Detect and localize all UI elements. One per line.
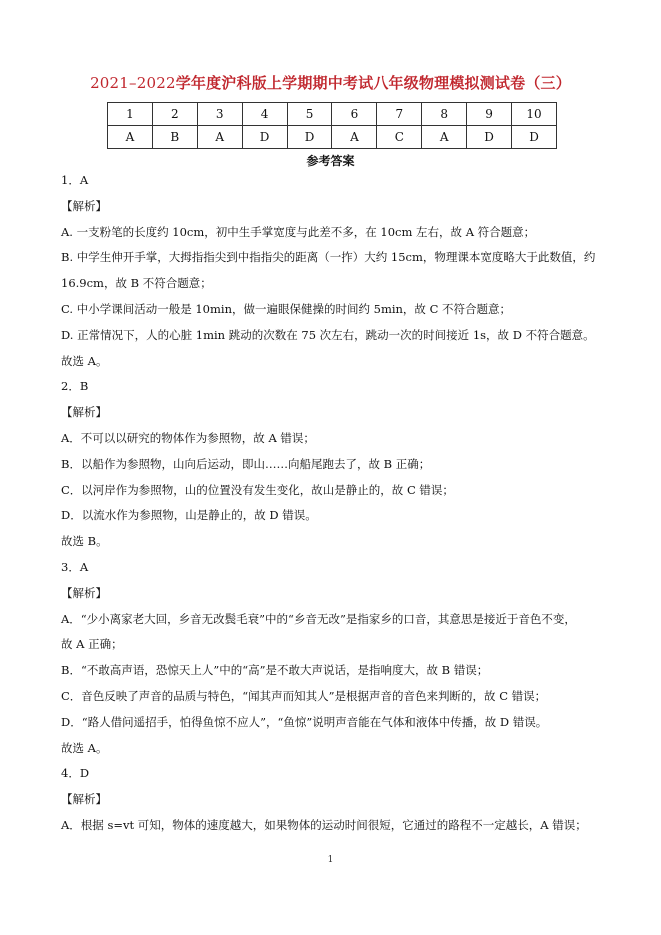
text-line: A. 一支粉笔的长度约 10cm，初中生手掌宽度与此差不多，在 10cm 左右，故 A 符合题意；	[61, 224, 536, 239]
solution-body	[61, 168, 606, 839]
answer-table-answer-row	[108, 126, 557, 149]
answer-cell: C	[377, 126, 422, 149]
title-main: 学年度沪科版上学期期中考试八年级物理模拟测试卷（三）	[175, 74, 571, 92]
answer-table-number-row	[108, 103, 557, 126]
text-line: A．根据 s=vt 可知，物体的速度越大，如果物体的运动时间很短，它通过的路程不一定越长，A 错误；	[61, 817, 587, 832]
text-line: 故选 A。	[61, 740, 108, 755]
text-line: 4．D	[61, 766, 90, 781]
answer-cell: B	[152, 126, 197, 149]
text-line: A．“少小离家老大回，乡音无改鬓毛衰”中的“乡音无改”是指家乡的口音，其意思是接近于音色不变，	[61, 611, 576, 626]
answer-cell: A	[332, 126, 377, 149]
text-line: D．以流水作为参照物，山是静止的，故 D 错误。	[61, 508, 317, 523]
document-title	[0, 72, 661, 93]
text-line: B. 中学生伸开手掌，大拇指指尖到中指指尖的距离（一拃）大约 15cm，物理课本宽度略大于此数值，约 16.9cm，故 B 不符合题意；	[61, 250, 596, 291]
text-line: C. 中小学课间活动一般是 10min，做一遍眼保健操的时间约 5min，故 C 不符合题意；	[61, 301, 512, 316]
text-line: 【解析】	[61, 405, 107, 420]
text-line: 故选 B。	[61, 534, 108, 549]
answer-cell: D	[287, 126, 332, 149]
text-line: C．音色反映了声音的品质与特色，“闻其声而知其人”是根据声音的音色来判断的，故 C 错误；	[61, 688, 547, 703]
question-number: 3	[197, 103, 242, 126]
question-number: 4	[242, 103, 287, 126]
answer-cell: D	[467, 126, 512, 149]
answer-cell: A	[108, 126, 153, 149]
question-number: 10	[512, 103, 557, 126]
text-line: C．以河岸作为参照物，山的位置没有发生变化，故山是静止的，故 C 错误；	[61, 482, 454, 497]
text-line: 2．B	[61, 379, 89, 394]
section-title: 参考答案	[306, 154, 355, 168]
question-number: 5	[287, 103, 332, 126]
question-number: 6	[332, 103, 377, 126]
answer-cell: A	[197, 126, 242, 149]
text-line: 故 A 正确；	[61, 637, 123, 652]
text-line: 【解析】	[61, 585, 107, 600]
page-number: 1	[327, 855, 334, 865]
text-line: 故选 A。	[61, 353, 108, 368]
answer-table	[107, 102, 557, 149]
text-line: B．“不敢高声语，恐惊天上人”中的“高”是不敢大声说话，是指响度大，故 B 错误；	[61, 663, 489, 678]
answer-cell: A	[422, 126, 467, 149]
text-line: D．“路人借问遥招手，怕得鱼惊不应人”，“鱼惊”说明声音能在气体和液体中传播，故 D 错误。	[61, 714, 548, 729]
text-line: D. 正常情况下，人的心脏 1min 跳动的次数在 75 次左右，跳动一次的时间接近 1s，故 D 不符合题意。	[61, 327, 595, 342]
text-line: 3．A	[61, 559, 89, 574]
answer-cell: D	[512, 126, 557, 149]
text-line: 1．A	[61, 173, 89, 187]
text-line: 【解析】	[61, 792, 107, 807]
question-number: 1	[108, 103, 153, 126]
answer-cell: D	[242, 126, 287, 149]
text-line: B．以船作为参照物，山向后运动，即山……向船尾跑去了，故 B 正确；	[61, 456, 431, 471]
text-line: A．不可以以研究的物体作为参照物，故 A 错误；	[61, 430, 315, 445]
text-line: 【解析】	[61, 198, 107, 213]
question-number: 9	[467, 103, 512, 126]
title-year: 2021–2022	[90, 74, 176, 92]
question-number: 7	[377, 103, 422, 126]
question-number: 8	[422, 103, 467, 126]
question-number: 2	[152, 103, 197, 126]
